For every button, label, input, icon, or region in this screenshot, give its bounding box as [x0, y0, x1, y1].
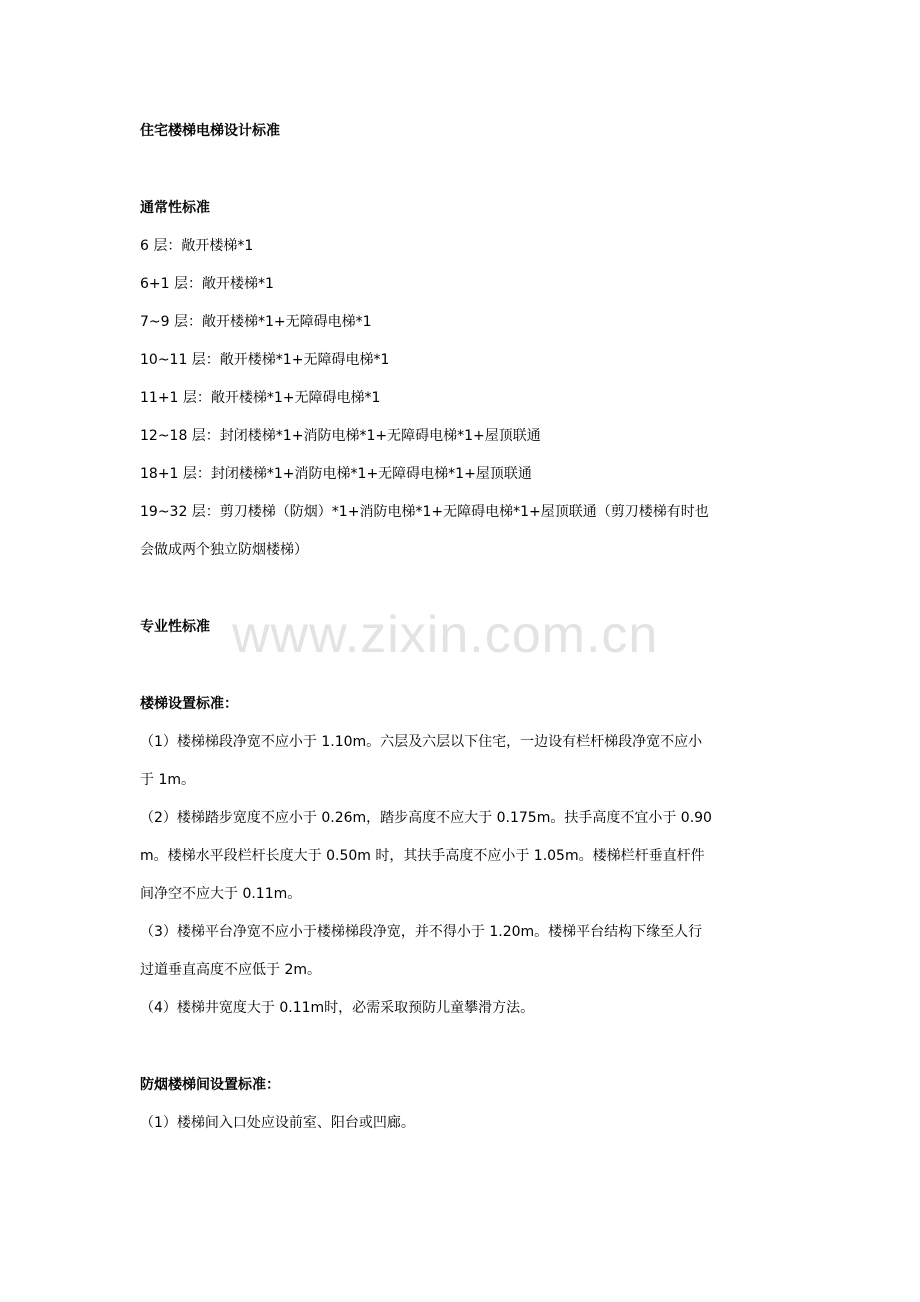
general-item: 11+1 层：敞开楼梯*1+无障碍电梯*1 — [140, 390, 381, 406]
stairs-rule-line: 于 1m。 — [140, 772, 195, 788]
watermark: www.zixin.com.cn — [232, 606, 659, 664]
stairs-rule-line: m。楼梯水平段栏杆长度大于 0.50m 时，其扶手高度不应小于 1.05m。楼梯栏杆垂直杆件 — [140, 848, 705, 864]
smokeproof-rule-line: （1）楼梯间入口处应设前室、阳台或凹廊。 — [140, 1115, 415, 1131]
stairs-rule-line: （2）楼梯踏步宽度不应小于 0.26m，踏步高度不应大于 0.175m。扶手高度不宜小于 0.90 — [140, 810, 712, 826]
stairs-rule-line: （3）楼梯平台净宽不应小于楼梯梯段净宽，并不得小于 1.20m。楼梯平台结构下缘至人行 — [140, 924, 703, 940]
stairs-rule-line: 过道垂直高度不应低于 2m。 — [140, 962, 321, 978]
professional-standard-heading: 专业性标准 — [140, 619, 210, 635]
general-item: 18+1 层：封闭楼梯*1+消防电梯*1+无障碍电梯*1+屋顶联通 — [140, 466, 532, 482]
general-item: 12~18 层：封闭楼梯*1+消防电梯*1+无障碍电梯*1+屋顶联通 — [140, 428, 541, 444]
general-item: 6 层：敞开楼梯*1 — [140, 238, 254, 254]
stairs-rule-line: （1）楼梯梯段净宽不应小于 1.10m。六层及六层以下住宅，一边设有栏杆梯段净宽不应小 — [140, 734, 703, 750]
stairs-rule-line: 间净空不应大于 0.11m。 — [140, 886, 302, 902]
general-standard-heading: 通常性标准 — [140, 200, 210, 216]
general-item: 7~9 层：敞开楼梯*1+无障碍电梯*1 — [140, 314, 372, 330]
smokeproof-stairwell-heading: 防烟楼梯间设置标准： — [140, 1077, 280, 1093]
general-item: 19~32 层：剪刀楼梯（防烟）*1+消防电梯*1+无障碍电梯*1+屋顶联通（剪刀楼梯有时也 — [140, 504, 709, 520]
general-item-continuation: 会做成两个独立防烟楼梯） — [140, 542, 308, 558]
general-item: 6+1 层：敞开楼梯*1 — [140, 276, 274, 292]
stairs-standard-heading: 楼梯设置标准： — [140, 696, 238, 712]
document-title: 住宅楼梯电梯设计标准 — [140, 123, 280, 139]
general-item: 10~11 层：敞开楼梯*1+无障碍电梯*1 — [140, 352, 390, 368]
stairs-rule-line: （4）楼梯井宽度大于 0.11m时，必需采取预防儿童攀滑方法。 — [140, 1000, 535, 1016]
